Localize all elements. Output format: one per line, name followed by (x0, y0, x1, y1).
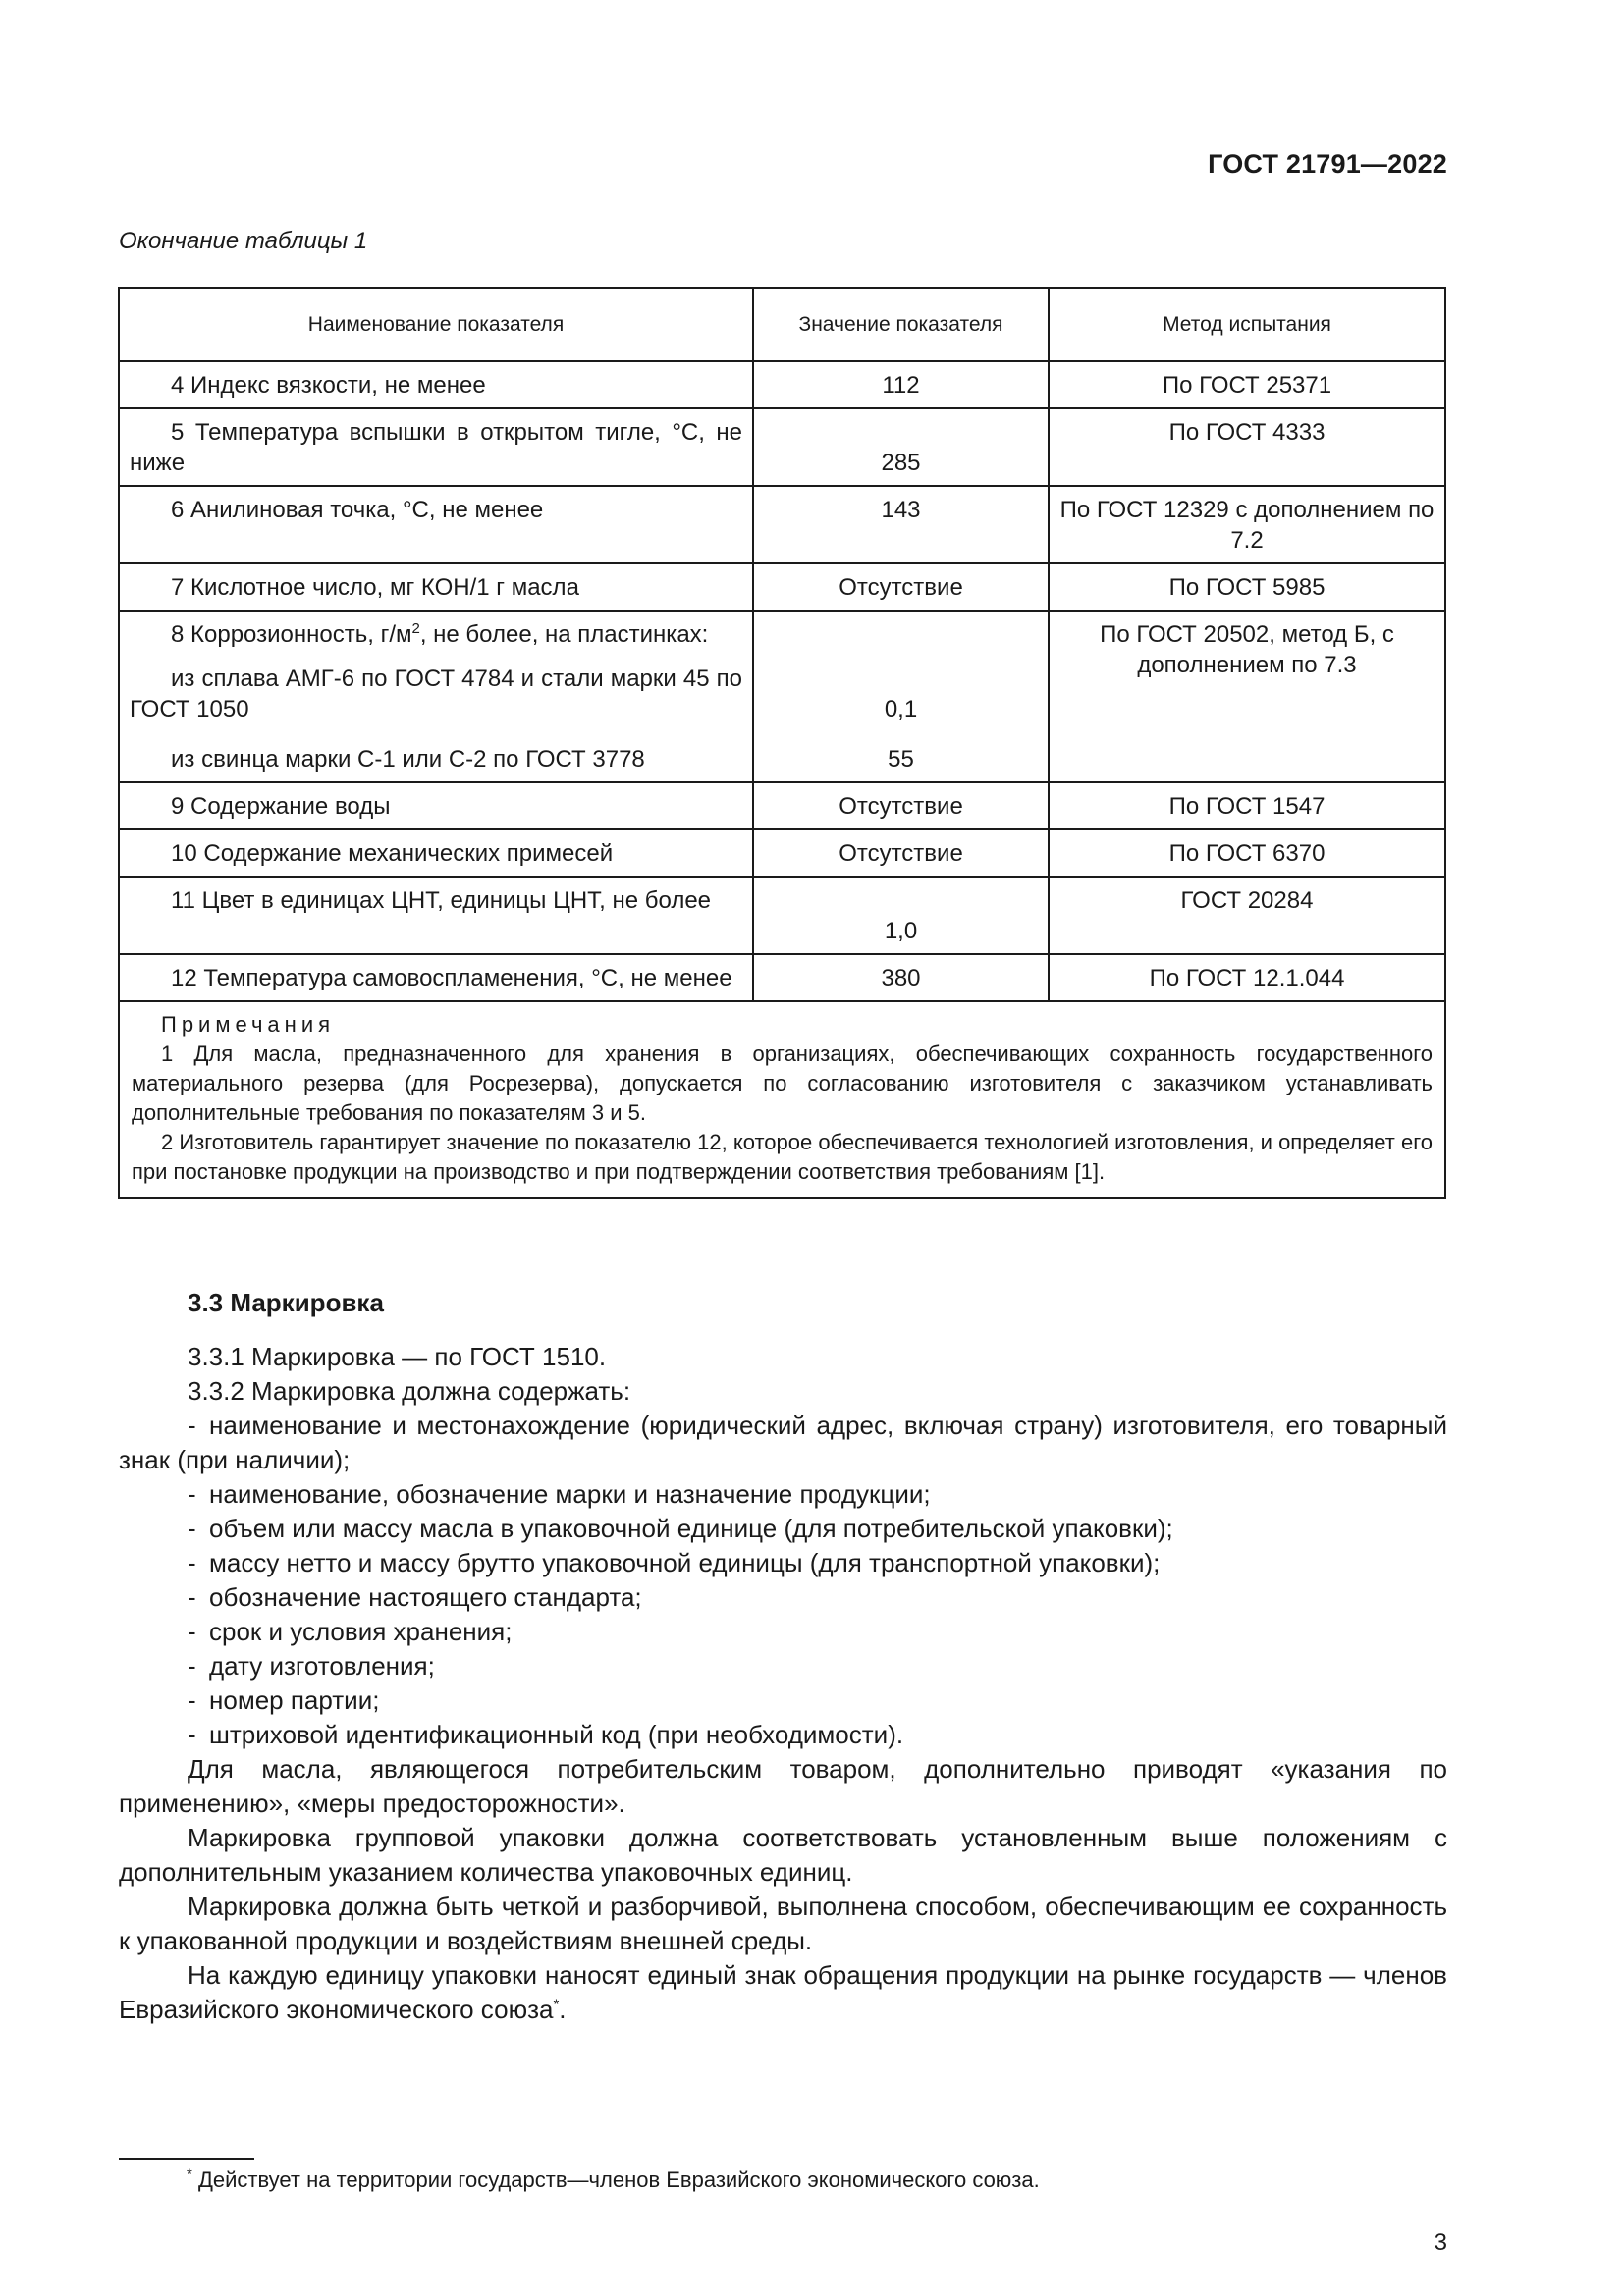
header-method: Метод испытания (1049, 288, 1445, 361)
row-name: 11 Цвет в единицах ЦНТ, единицы ЦНТ, не более (119, 877, 753, 954)
footnote-mark: * (553, 1996, 560, 2013)
table-notes (119, 1001, 1445, 1198)
row-value: 112 (753, 361, 1049, 408)
list-item: - наименование, обозначение марки и назначение продукции; (188, 1479, 931, 1509)
row-name: 6 Анилиновая точка, °С, не менее (119, 486, 753, 563)
section-marking (119, 1286, 1447, 2027)
row-method: По ГОСТ 20502, метод Б, с дополнением по 7.3 (1049, 611, 1445, 782)
list-item: - срок и условия хранения; (188, 1617, 513, 1646)
notes-title: Примечания (161, 1012, 336, 1037)
paragraph: 3.3.1 Маркировка — по ГОСТ 1510. (188, 1342, 607, 1371)
list-item: - объем или массу масла в упаковочной единице (для потребительской упаковки); (188, 1514, 1173, 1543)
paragraph: Маркировка должна быть четкой и разборчивой, выполнена способом, обеспечивающим ее сохранность к упакованной продукции и воздействиям внешней среды. (119, 1892, 1447, 1955)
table-row (119, 829, 1445, 877)
list-item: - массу нетто и массу брутто упаковочной единицы (для транспортной упаковки); (188, 1548, 1161, 1577)
subrow-name: из свинца марки С-1 или С-2 по ГОСТ 3778 (171, 746, 645, 773)
row-value (753, 611, 1049, 782)
header-name: Наименование показателя (119, 288, 753, 361)
row-value: Отсутствие (753, 782, 1049, 829)
row-method: По ГОСТ 4333 (1049, 408, 1445, 486)
table-notes-row (119, 1001, 1445, 1198)
row-name: 9 Содержание воды (119, 782, 753, 829)
row-value: 143 (753, 486, 1049, 563)
row-method: По ГОСТ 6370 (1049, 829, 1445, 877)
marking-list (119, 1409, 1447, 1752)
row-name: 5 Температура вспышки в открытом тигле, °С, не ниже (119, 408, 753, 486)
paragraph: 3.3.2 Маркировка должна содержать: (188, 1376, 631, 1406)
subrow-value: 0,1 (884, 696, 918, 722)
paragraph: На каждую единицу упаковки наносят единый знак обращения продукции на рынке государств — членов Евразийского экономического союза*. (119, 1960, 1447, 2024)
table-row (119, 486, 1445, 563)
row-method: По ГОСТ 25371 (1049, 361, 1445, 408)
row-value: 380 (753, 954, 1049, 1001)
page-number: 3 (1434, 2229, 1447, 2256)
footnote-divider (119, 2158, 254, 2160)
row-name: 8 Коррозионность, $г/м^2$, не более, на пластинках: из сплава АМГ-6 по ГОСТ 4784 и стали марки 45 по ГОСТ 1050 из свинца марки С-1 или С-2 по ГОСТ 3778 (119, 611, 753, 782)
row-method: По ГОСТ 1547 (1049, 782, 1445, 829)
note-item: 1 Для масла, предназначенного для хранения в организациях, обеспечивающих сохранность государственного материального резерва (для Росрезерва), допускается по согласованию изготовителя с заказчиком устанавливать дополнительные требования по показателям 3 и 5. (132, 1041, 1433, 1125)
note-item: 2 Изготовитель гарантирует значение по показателю 12, которое обеспечивается технологией изготовления, и определяет его при постановке продукции на производство и при подтверждении соответствия требованиям [1]. (132, 1130, 1434, 1184)
row-method: ГОСТ 20284 (1049, 877, 1445, 954)
table-header-row (119, 288, 1445, 361)
document-code: ГОСТ 21791—2022 (1208, 149, 1447, 179)
header-value: Значение показателя (753, 288, 1049, 361)
row-method: По ГОСТ 12.1.044 (1049, 954, 1445, 1001)
paragraph: Маркировка групповой упаковки должна соответствовать установленным выше положениям с дополнительным указанием количества упаковочных единиц. (119, 1823, 1447, 1887)
row-name: 12 Температура самовоспламенения, °С, не менее (119, 954, 753, 1001)
section-title: 3.3 Маркировка (188, 1288, 384, 1317)
table-row (119, 361, 1445, 408)
table-row (119, 877, 1445, 954)
row-method: По ГОСТ 5985 (1049, 563, 1445, 611)
row-name: 10 Содержание механических примесей (119, 829, 753, 877)
table-row (119, 408, 1445, 486)
table-row (119, 954, 1445, 1001)
table-row (119, 563, 1445, 611)
list-item: - дату изготовления; (188, 1651, 435, 1681)
row-name: 4 Индекс вязкости, не менее (119, 361, 753, 408)
row-value: 1,0 (753, 877, 1049, 954)
paragraph: Для масла, являющегося потребительским товаром, дополнительно приводят «указания по применению», «меры предосторожности». (119, 1754, 1447, 1818)
list-item: - наименование и местонахождение (юридический адрес, включая страну) изготовителя, его товарный знак (при наличии); (119, 1411, 1447, 1474)
subrow-value: 55 (888, 746, 914, 773)
row-method: По ГОСТ 12329 с дополнением по 7.2 (1049, 486, 1445, 563)
table-caption: Окончание таблицы 1 (119, 228, 368, 254)
row-value: Отсутствие (753, 829, 1049, 877)
row-value: Отсутствие (753, 563, 1049, 611)
list-item: - штриховой идентификационный код (при необходимости). (188, 1720, 904, 1749)
list-item: - номер партии; (188, 1685, 380, 1715)
spec-table (118, 287, 1446, 1199)
table-row (119, 782, 1445, 829)
table-row (119, 611, 1445, 782)
row-value: 285 (753, 408, 1049, 486)
list-item: - обозначение настоящего стандарта; (188, 1582, 642, 1612)
row-name: 7 Кислотное число, мг КОН/1 г масла (119, 563, 753, 611)
subrow-name: из сплава АМГ-6 по ГОСТ 4784 и стали марки 45 по ГОСТ 1050 (130, 666, 742, 722)
footnote: * Действует на территории государств—членов Евразийского экономического союза. (187, 2165, 1040, 2192)
